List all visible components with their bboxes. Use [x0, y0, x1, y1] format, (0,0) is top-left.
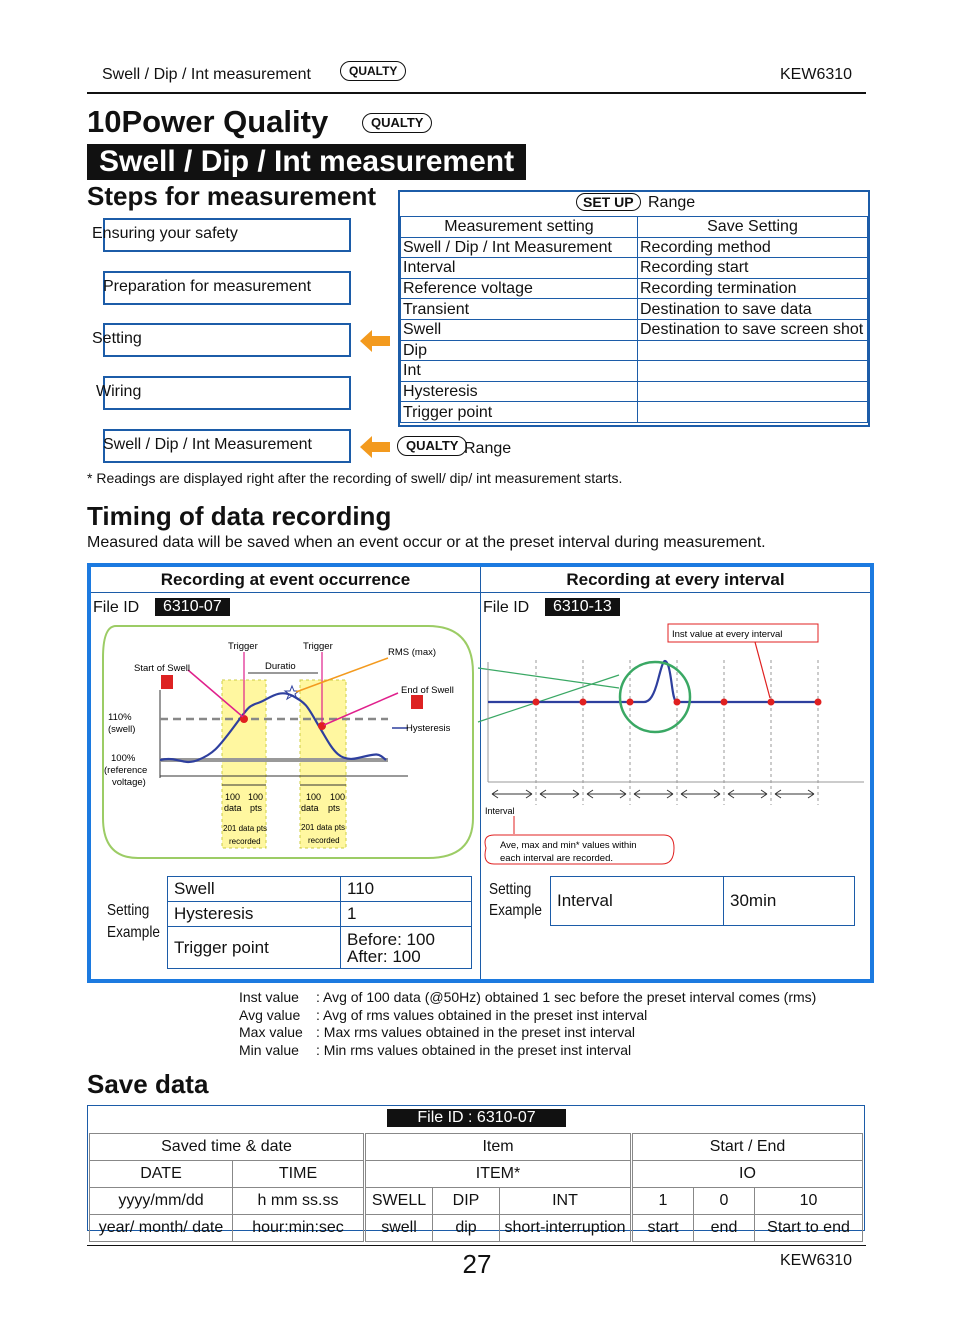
table-row	[401, 319, 868, 340]
start-swell-label: Start of Swell	[134, 663, 190, 674]
recorded-1a: 201 data pts	[223, 824, 268, 833]
trigger-before: Before: 100	[347, 929, 435, 949]
table-cell: DIP	[433, 1188, 500, 1215]
page-title: 10Power Quality	[87, 104, 329, 139]
table-cell	[638, 361, 868, 382]
table-row	[401, 361, 868, 382]
qualty-badge-range: QUALTY	[397, 436, 467, 456]
pts-a2: 100	[248, 792, 264, 802]
definition-row: Inst value : Avg of 100 data (@50Hz) obtained 1 sec before the preset interval comes (rms)	[239, 989, 817, 1005]
orange-arrow-icon	[360, 434, 392, 460]
table-cell: Interval	[401, 258, 638, 279]
y110-label: 110%	[108, 712, 132, 723]
table-cell: Saved time & date	[90, 1134, 365, 1161]
table-cell: IO	[632, 1161, 863, 1188]
col-left-title: Recording at event occurrence	[160, 570, 411, 589]
setting-example-label-right-2: Example	[489, 902, 542, 919]
right-settings-table	[550, 876, 855, 926]
table-cell	[638, 402, 868, 423]
hysteresis-label: Hysteresis	[406, 723, 451, 734]
table-row	[168, 877, 472, 902]
pts-b1: 100	[306, 792, 322, 802]
y100b-label: (reference	[104, 765, 148, 776]
definition-row: Min value : Min rms values obtained in the preset inst interval	[239, 1041, 632, 1058]
setting-example-label-right: Setting	[489, 881, 532, 898]
y100-label: 100%	[111, 753, 136, 764]
table-cell: Recording start	[638, 258, 868, 279]
table-cell: Start / End	[632, 1134, 863, 1161]
table-cell: Recording termination	[638, 278, 868, 299]
table-header: Measurement setting	[401, 217, 638, 238]
save-heading: Save data	[87, 1069, 209, 1099]
end-swell-label: End of Swell	[401, 685, 454, 696]
table-cell: Int	[401, 361, 638, 382]
table-cell: Transient	[401, 299, 638, 320]
table-row	[401, 237, 868, 258]
trigger-2-label: Trigger	[303, 641, 333, 652]
table-row	[90, 1215, 863, 1242]
step-label-1: Ensuring your safety	[92, 225, 238, 242]
setup-table	[400, 216, 868, 423]
table-row	[401, 299, 868, 320]
orange-arrow-icon	[360, 328, 392, 354]
trigger-1-label: Trigger	[228, 641, 258, 652]
qualty-badge-header: QUALTY	[340, 61, 406, 81]
file-id-left: 6310-07	[155, 598, 230, 616]
table-row	[401, 278, 868, 299]
section-banner: Swell / Dip / Int measurement	[87, 144, 526, 180]
setup-badge: SET UP	[576, 193, 641, 211]
footer-model: KEW6310	[780, 1252, 853, 1269]
definition-row: Avg value : Avg of rms values obtained in the preset inst interval	[239, 1006, 648, 1023]
table-cell: yyyy/mm/dd	[90, 1188, 233, 1215]
file-id-right: 6310-13	[545, 598, 620, 616]
table-cell: Trigger point	[168, 927, 341, 969]
range-label-top: Range	[648, 194, 696, 211]
table-cell: Start to end	[755, 1215, 863, 1242]
table-cell: ITEM*	[365, 1161, 632, 1188]
table-cell: Swell / Dip / Int Measurement	[401, 237, 638, 258]
rms-max-label: RMS (max)	[388, 647, 437, 658]
qualty-badge-title: QUALTY	[362, 113, 432, 133]
table-cell: 0	[694, 1188, 755, 1215]
table-cell: 30min	[724, 877, 855, 926]
table-row	[401, 402, 868, 423]
event-recording-diagram	[98, 618, 478, 863]
pts-b3: data	[301, 803, 319, 813]
note-line-1: Ave, max and min* values within	[500, 840, 637, 851]
table-row	[90, 1161, 863, 1188]
table-cell: Destination to save screen shot	[638, 319, 868, 340]
table-header: Save Setting	[638, 217, 868, 238]
pts-b4: pts	[328, 803, 341, 813]
setting-example-label-left: Setting	[107, 902, 150, 919]
table-cell	[638, 340, 868, 361]
table-cell: swell	[365, 1215, 433, 1242]
table-cell: Hysteresis	[168, 902, 341, 927]
y110b-label: (swell)	[108, 724, 136, 735]
table-cell: start	[632, 1215, 694, 1242]
table-row	[90, 1134, 863, 1161]
pts-b2: 100	[330, 792, 346, 802]
header-left: Swell / Dip / Int measurement	[102, 66, 311, 83]
table-cell: short-interruption	[500, 1215, 632, 1242]
definitions	[239, 989, 816, 1059]
table-cell: 110	[341, 877, 472, 902]
interval-axis-label: Interval	[485, 806, 515, 816]
header-right: KEW6310	[780, 66, 853, 83]
step-label-4: Wiring	[96, 383, 142, 400]
steps-note: * Readings are displayed right after the recording of swell/ dip/ int measurement starts.	[87, 470, 623, 486]
table-cell: Dip	[401, 340, 638, 361]
table-cell: 1	[632, 1188, 694, 1215]
table-cell: h mm ss.ss	[233, 1188, 365, 1215]
recorded-1b: recorded	[229, 837, 261, 846]
timing-intro: Measured data will be saved when an event occur or at the preset interval during measurement.	[87, 534, 766, 551]
pts-a3: data	[224, 803, 242, 813]
y100c-label: voltage)	[112, 777, 146, 788]
table-cell: DATE	[90, 1161, 233, 1188]
table-row	[168, 927, 472, 969]
table-row	[90, 1188, 863, 1215]
table-row	[401, 340, 868, 361]
step-label-3: Setting	[92, 330, 142, 347]
col-right-title: Recording at every interval	[566, 570, 785, 589]
table-cell: Swell	[168, 877, 341, 902]
table-row	[401, 381, 868, 402]
range-label-bottom: Range	[464, 440, 512, 457]
definition-row: Max value : Max rms values obtained in the preset inst interval	[239, 1024, 636, 1040]
recorded-2a: 201 data pts	[301, 823, 346, 832]
table-cell: 10	[755, 1188, 863, 1215]
step-label-5: Swell / Dip / Int Measurement	[103, 436, 312, 453]
footer-rule	[87, 1245, 866, 1246]
setting-example-label-left-2: Example	[107, 924, 160, 941]
table-cell: hour:min:sec	[233, 1215, 365, 1242]
save-file-id: File ID : 6310-07	[387, 1109, 566, 1127]
pts-a1: 100	[225, 792, 241, 802]
duration-label: Duratio	[265, 661, 296, 672]
table-cell: Swell	[401, 319, 638, 340]
table-row	[401, 258, 868, 279]
save-table	[89, 1133, 863, 1242]
left-settings-table	[167, 876, 472, 969]
note-line-2: each interval are recorded.	[500, 853, 614, 864]
table-cell: Interval	[551, 877, 724, 926]
page-number: 27	[462, 1249, 492, 1279]
steps-heading: Steps for measurement	[87, 181, 376, 211]
table-cell: Destination to save data	[638, 299, 868, 320]
trigger-after: After: 100	[347, 946, 421, 966]
table-cell	[638, 381, 868, 402]
header-rule	[87, 92, 866, 94]
table-cell: dip	[433, 1215, 500, 1242]
table-cell: Hysteresis	[401, 381, 638, 402]
table-row	[168, 902, 472, 927]
inst-value-label: Inst value at every interval	[672, 629, 783, 640]
table-cell: SWELL	[365, 1188, 433, 1215]
table-cell	[341, 927, 472, 969]
table-cell: year/ month/ date	[90, 1215, 233, 1242]
table-cell: Trigger point	[401, 402, 638, 423]
file-id-label-right: File ID	[483, 599, 530, 616]
table-cell: end	[694, 1215, 755, 1242]
step-label-2: Preparation for measurement	[103, 278, 312, 295]
timing-heading: Timing of data recording	[87, 501, 392, 531]
file-id-label-left: File ID	[93, 599, 140, 616]
pts-a4: pts	[250, 803, 263, 813]
recorded-2b: recorded	[308, 836, 340, 845]
table-cell: Recording method	[638, 237, 868, 258]
table-cell: 1	[341, 902, 472, 927]
interval-recording-diagram	[474, 620, 870, 870]
table-row	[551, 877, 855, 926]
table-cell: Reference voltage	[401, 278, 638, 299]
table-cell: TIME	[233, 1161, 365, 1188]
table-cell: INT	[500, 1188, 632, 1215]
table-cell: Item	[365, 1134, 632, 1161]
table-row	[401, 217, 868, 238]
